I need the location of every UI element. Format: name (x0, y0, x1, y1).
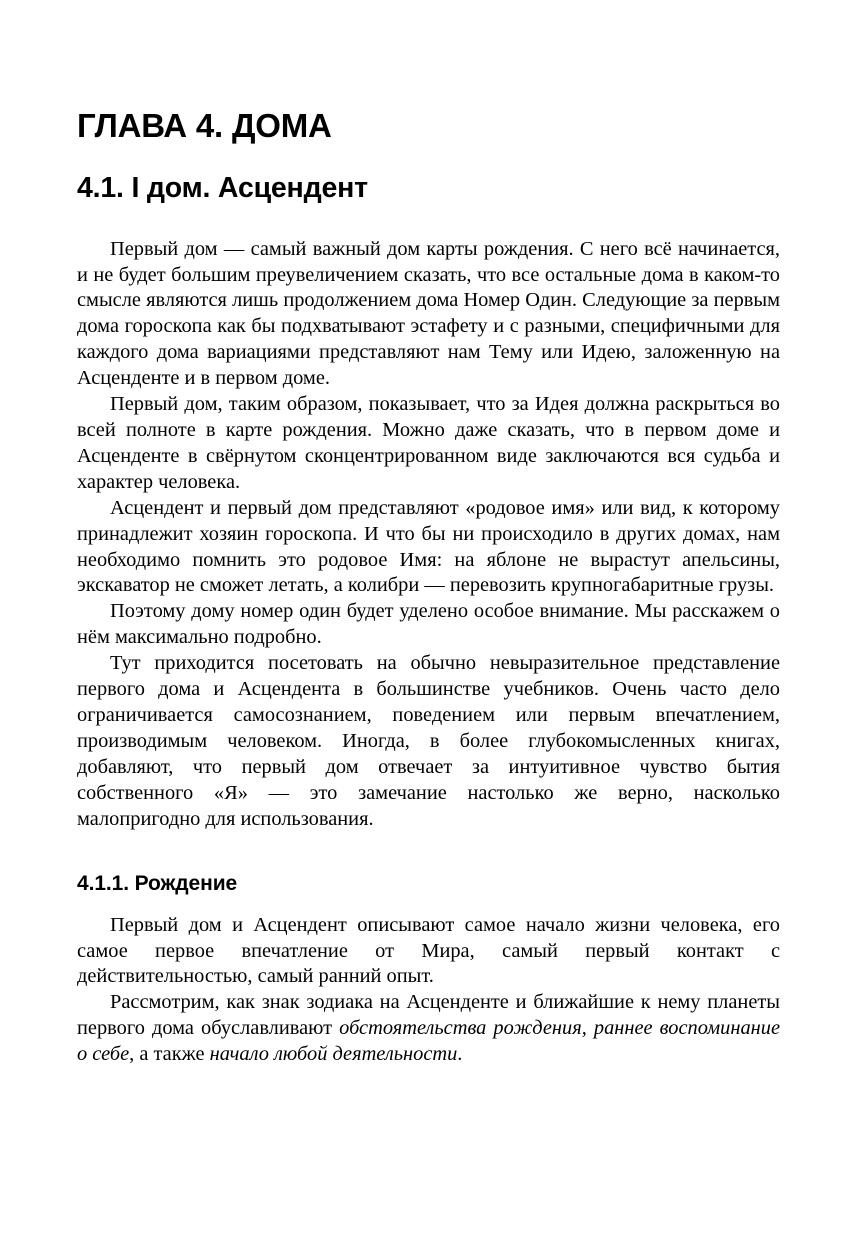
chapter-title: ГЛАВА 4. ДОМА (77, 107, 332, 144)
paragraph: Асцендент и первый дом представляют «родовое имя» или вид, к которому принадлежит хозяин гороскопа. И что бы ни происходило в других домах, нам необходимо помнить это родовое Имя: на яблоне не вырастут апельсины, экскаватор не сможет летать, а колибри — перевозить крупногабаритные грузы. (77, 496, 780, 597)
paragraph: Первый дом, таким образом, показывает, что за Идея должна раскрыться во всей полноте в карте рождения. Можно даже сказать, что в первом доме и Асценденте в свёрнутом сконцентрированном виде заключаются вся судьба и характер человека. (77, 393, 780, 493)
paragraph-tail-text: . (457, 1043, 463, 1066)
page-content (77, 0, 780, 1068)
paragraph-lead-text: Рассмотрим, как знак зодиака на Асценденте и ближайшие к нему планеты первого дома обуславливают (77, 991, 780, 1040)
paragraph: Тут приходится посетовать на обычно невыразительное представление первого дома и Асцендента в большинстве учебников. Очень часто дело ограничивается самосознанием, поведением или первым впечатлением, производимым человеком. Иногда, в более глубокомысленных книгах, добавляют, что первый дом отвечает за интуитивное чувство бытия собственного «Я» — это замечание настолько же верно, насколько малопригодно для использования. (77, 652, 780, 830)
paragraph: Поэтому дому номер один будет уделено особое внимание. Мы расскажем о нём максимально подробно. (77, 600, 780, 649)
section-body (77, 205, 780, 833)
subsection-title: 4.1.1. Рождение (77, 872, 238, 896)
emphasis-phrase-two: начало любой деятельности (209, 1043, 458, 1066)
emphasis-phrase-one: обстоятельства рождения, раннее воспоминание о себе (77, 1017, 780, 1066)
section-title: 4.1. I дом. Асцендент (77, 172, 368, 205)
paragraph: Первый дом — самый важный дом карты рождения. С него всё начинается, и не будет большим преувеличением сказать, что все остальные дома в каком-то смысле являются лишь продолжением дома Номер Один. Следующие за первым дома гороскопа как бы подхватывают эстафету и с разными, специфичными для каждого дома вариациями представляют нам Тему или Идею, заложенную на Асценденте и в первом доме. (77, 237, 780, 390)
paragraph: Первый дом и Асцендент описывают самое начало жизни человека, его самое первое впечатление от Мира, самый первый контакт с действительностью, самый ранний опыт. (77, 913, 780, 988)
paragraph-middle-text: , а также (129, 1043, 210, 1066)
subsection-body (77, 897, 780, 1068)
paragraph-with-emphasis (77, 990, 780, 1068)
